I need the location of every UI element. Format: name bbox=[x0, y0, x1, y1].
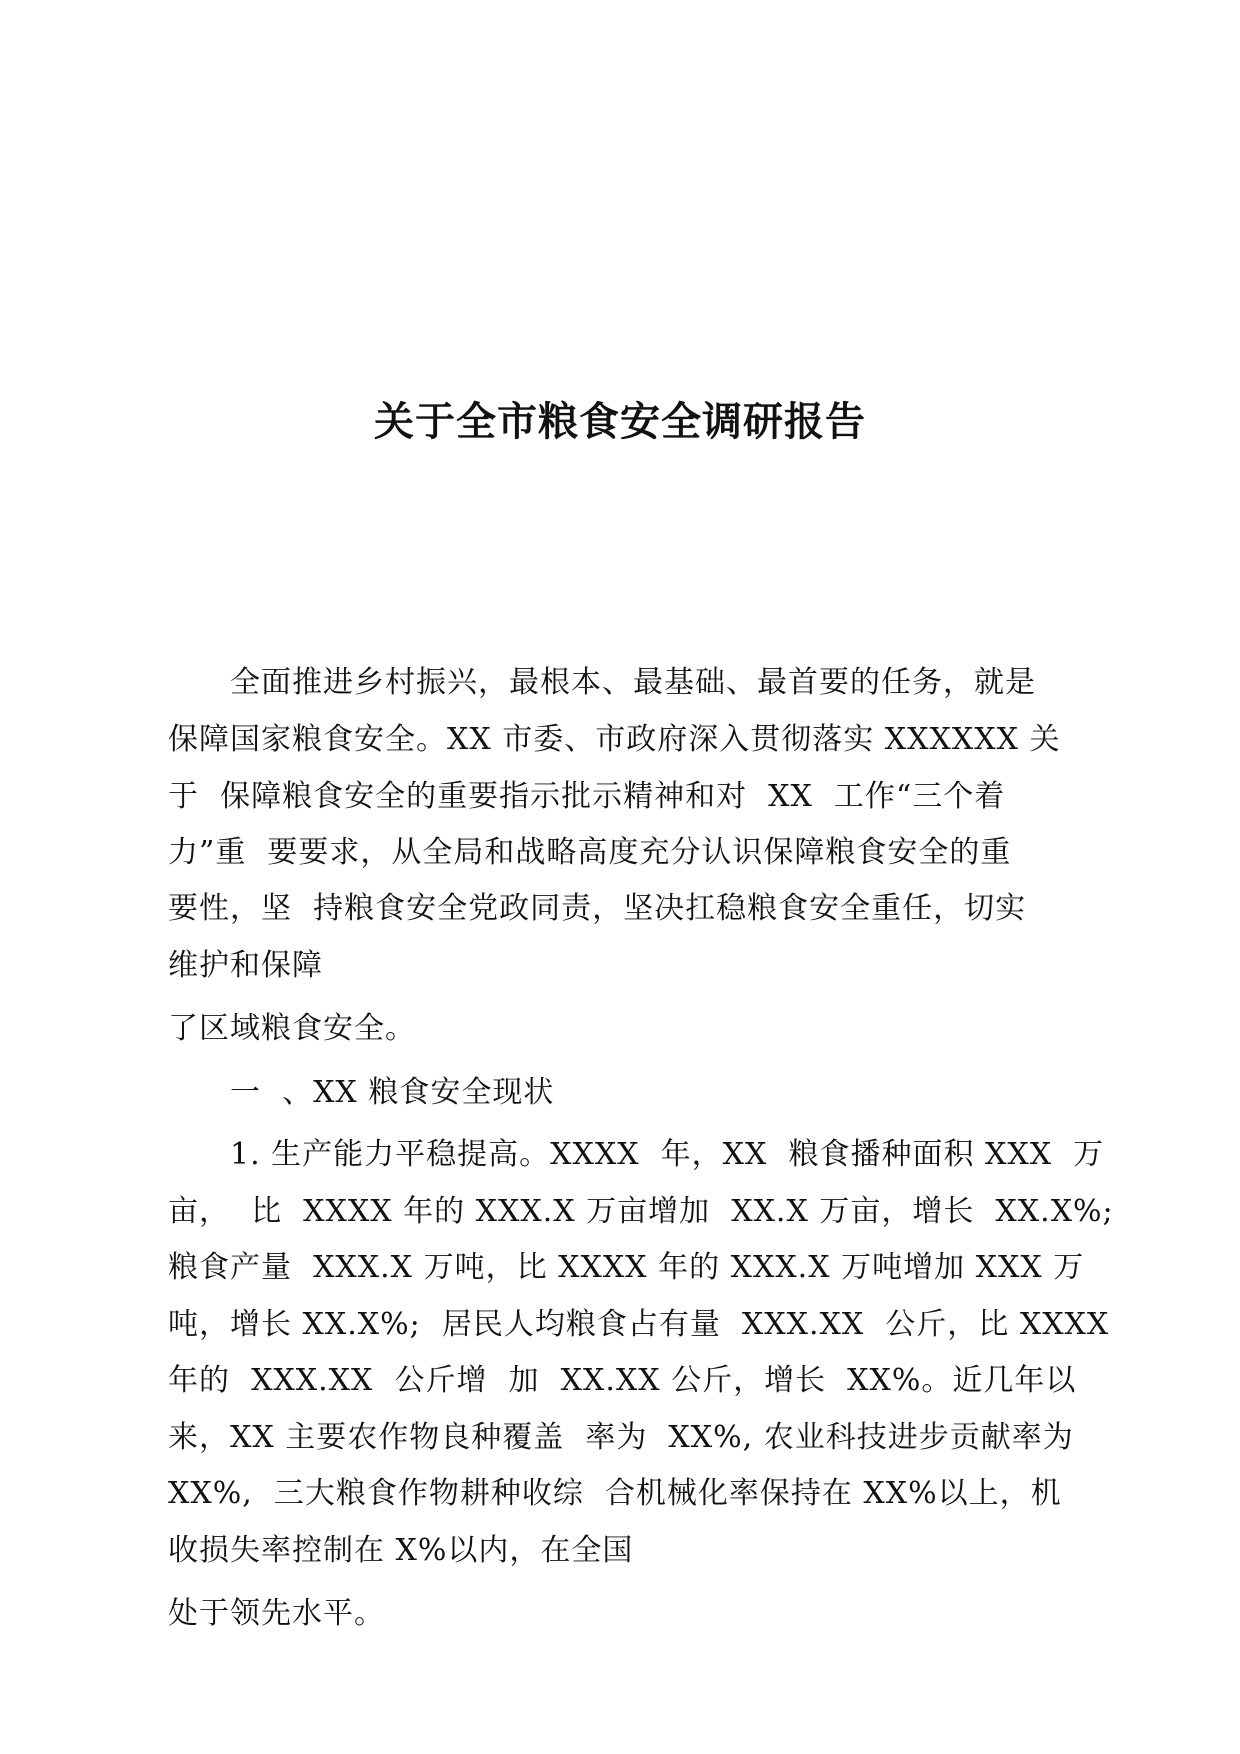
paragraph-line: 全面推进乡村振兴，最根本、最基础、最首要的任务，就是 bbox=[230, 665, 1036, 700]
paragraph-line: 力”重 要要求，从全局和战略高度充分认识保障粮食安全的重 bbox=[168, 835, 1012, 870]
paragraph-line: 亩， 比 XXXX 年的 XXX.X 万亩增加 XX.X 万亩，增长 XX.X%; bbox=[168, 1194, 1114, 1229]
paragraph-line: 维护和保障 bbox=[168, 948, 323, 983]
paragraph-line: 收损失率控制在 X%以内，在全国 bbox=[168, 1533, 634, 1568]
paragraph-line: XX%, 三大粮食作物耕种收综 合机械化率保持在 XX%以上，机 bbox=[168, 1476, 1062, 1511]
paragraph-line: 处于领先水平。 bbox=[168, 1596, 385, 1631]
paragraph-line: 要性，坚 持粮食安全党政同责，坚决扛稳粮食安全重任，切实 bbox=[168, 891, 1027, 926]
paragraph-line: 了区域粮食安全。 bbox=[168, 1011, 416, 1046]
document-title: 关于全市粮食安全调研报告 bbox=[374, 399, 866, 445]
paragraph-line: 1. 生产能力平稳提高。XXXX 年，XX 粮食播种面积 XXX 万 bbox=[230, 1137, 1105, 1172]
paragraph-line: 粮食产量 XXX.X 万吨，比 XXXX 年的 XXX.X 万吨增加 XXX 万 bbox=[168, 1250, 1085, 1285]
section-heading: 一 、XX 粮食安全现状 bbox=[230, 1075, 555, 1110]
paragraph-line: 来，XX 主要农作物良种覆盖 率为 XX%, 农业科技进步贡献率为 bbox=[168, 1420, 1074, 1455]
paragraph-line: 吨，增长 XX.X%; 居民人均粮食占有量 XXX.XX 公斤，比 XXXX bbox=[168, 1307, 1110, 1342]
paragraph-line: 于 保障粮食安全的重要指示批示精神和对 XX 工作“三个着 bbox=[168, 779, 1006, 814]
paragraph-line: 保障国家粮食安全。XX 市委、市政府深入贯彻落实 XXXXXX 关 bbox=[168, 722, 1061, 757]
paragraph-line: 年的 XXX.XX 公斤增 加 XX.XX 公斤，增长 XX%。近几年以 bbox=[168, 1363, 1077, 1398]
